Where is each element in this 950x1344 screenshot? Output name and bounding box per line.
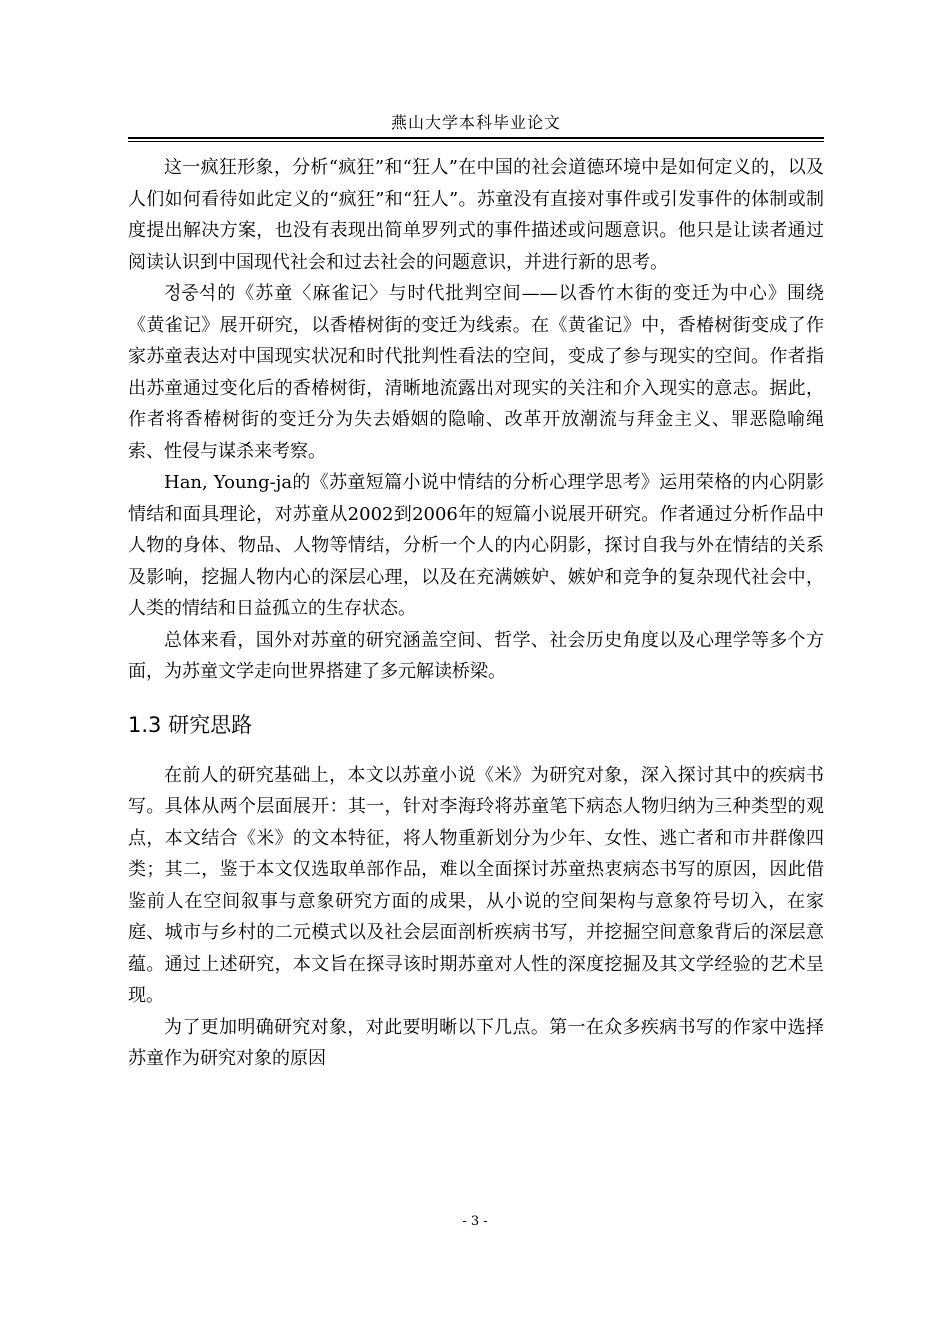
- body-text: [128, 152, 824, 1075]
- paragraph: 为了更加明确研究对象，对此要明晰以下几点。第一在众多疾病书写的作家中选择苏童作为研究对象的原因: [128, 1016, 824, 1069]
- header-rule-thick: [128, 137, 824, 139]
- page-header-title: 燕山大学本科毕业论文: [390, 113, 561, 132]
- paragraph: 在前人的研究基础上，本文以苏童小说《米》为研究对象，深入探讨其中的疾病书写。具体从两个层面展开：其一，针对李海玲将苏童笔下病态人物归纳为三种类型的观点，本文结合《米》的文本特征，将人物重新划分为少年、女性、逃亡者和市井群像四类；其二，鉴于本文仅选取单部作品，难以全面探讨苏童热衷病态书写的原因，因此借鉴前人在空间叙事与意象研究方面的成果，从小说的空间架构与意象符号切入，在家庭、城市与乡村的二元模式以及社会层面剖析疾病书写，并挖掘空间意象背后的深层意蕴。通过上述研究，本文旨在探寻该时期苏童对人性的深度挖掘及其文学经验的艺术呈现。: [128, 764, 824, 1006]
- header-rule-thin: [128, 141, 824, 142]
- paragraph: 정중석的《苏童〈麻雀记〉与时代批判空间——以香竹木街的变迁为中心》围绕《黄雀记》展开研究，以香椿树街的变迁为线索。在《黄雀记》中，香椿树街变成了作家苏童表达对中国现实状况和时代批判性看法的空间，变成了参与现实的空间。作者指出苏童通过变化后的香椿树街，清晰地流露出对现实的关注和介入现实的意志。据此，作者将香椿树街的变迁分为失去婚姻的隐喻、改革开放潮流与拜金主义、罪恶隐喻绳索、性侵与谋杀来考察。: [128, 283, 824, 462]
- page-number: - 3 -: [462, 1214, 488, 1229]
- paragraph: Han, Young-ja的《苏童短篇小说中情结的分析心理学思考》运用荣格的内心阴影情结和面具理论，对苏童从2002到2006年的短篇小说展开研究。作者通过分析作品中人物的身体、物品、人物等情结，分析一个人的内心阴影，探讨自我与外在情结的关系及影响，挖掘人物内心的深层心理，以及在充满嫉妒、嫉妒和竞争的复杂现代社会中，人类的情结和日益孤立的生存状态。: [128, 472, 824, 619]
- paragraph: 总体来看，国外对苏童的研究涵盖空间、哲学、社会历史角度以及心理学等多个方面，为苏童文学走向世界搭建了多元解读桥梁。: [128, 629, 824, 682]
- section-heading: 1.3 研究思路: [128, 712, 253, 737]
- paragraph: 这一疯狂形象，分析“疯狂”和“狂人”在中国的社会道德环境中是如何定义的，以及人们如何看待如此定义的“疯狂”和“狂人”。苏童没有直接对事件或引发事件的体制或制度提出解决方案，也没有表现出简单罗列式的事件描述或问题意识。他只是让读者通过阅读认识到中国现代社会和过去社会的问题意识，并进行新的思考。: [128, 157, 824, 273]
